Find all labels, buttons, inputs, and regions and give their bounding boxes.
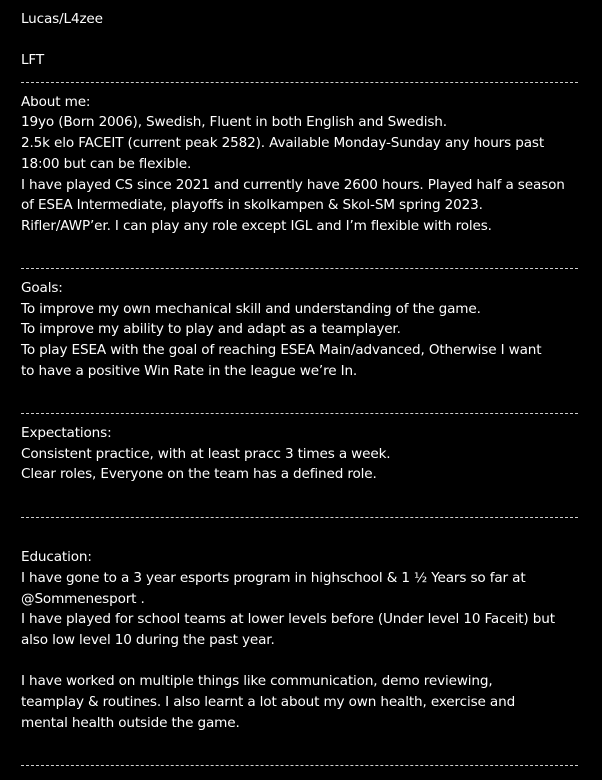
expectations-section [21,423,602,485]
goals-section [21,278,602,382]
section-heading-education: Education: [21,549,92,566]
about-line: 18:00 but can be flexible. [21,155,192,172]
section-heading-goals: Goals: [21,280,63,297]
spacer [21,237,602,258]
spacer [21,733,602,754]
divider [21,257,602,278]
spacer [21,30,602,51]
spacer [21,485,602,506]
goals-line: To improve my own mechanical skill and understanding of the game. [21,300,481,317]
divider [21,754,602,775]
about-line: I have played CS since 2021 and currently have 2600 hours. Played half a season [21,176,565,193]
goals-line: To play ESEA with the goal of reaching ESEA Main/advanced, Otherwise I want [21,342,542,359]
education-section [21,547,602,733]
section-heading-about: About me: [21,93,91,110]
goals-line: To improve my ability to play and adapt as a teamplayer. [21,321,401,338]
about-section [21,92,602,237]
goals-line: to have a positive Win Rate in the league we’re In. [21,362,358,379]
expectations-line: Clear roles, Everyone on the team has a defined role. [21,466,377,483]
section-heading-expectations: Expectations: [21,424,112,441]
divider [21,506,602,527]
spacer [21,526,602,547]
about-line: 19yo (Born 2006), Swedish, Fluent in both English and Swedish. [21,114,447,131]
player-name: Lucas/L4zee [21,11,103,27]
education-line: I have worked on multiple things like communication, demo reviewing, [21,673,493,690]
spacer [21,382,602,403]
about-line: of ESEA Intermediate, playoffs in skolkampen & Skol-SM spring 2023. [21,197,483,214]
about-line: Rifler/AWP’er. I can play any role except IGL and I’m flexible with roles. [21,218,492,234]
education-line: teamplay & routines. I also learnt a lot about my own health, exercise and [21,694,516,711]
expectations-line: Consistent practice, with at least pracc 3 times a week. [21,445,391,462]
divider [21,71,602,92]
education-line: mental health outside the game. [21,714,240,731]
status-text: LFT [21,52,45,69]
spacer [21,651,602,672]
education-line: @Sommenesport . [21,590,145,607]
about-line: 2.5k elo FACEIT (current peak 2582). Available Monday-Sunday any hours past [21,135,544,152]
education-line: also low level 10 during the past year. [21,631,275,648]
divider [21,402,602,423]
education-line: I have gone to a 3 year esports program in highschool & 1 ½ Years so far at [21,569,526,586]
education-line: I have played for school teams at lower levels before (Under level 10 Faceit) but [21,611,555,628]
